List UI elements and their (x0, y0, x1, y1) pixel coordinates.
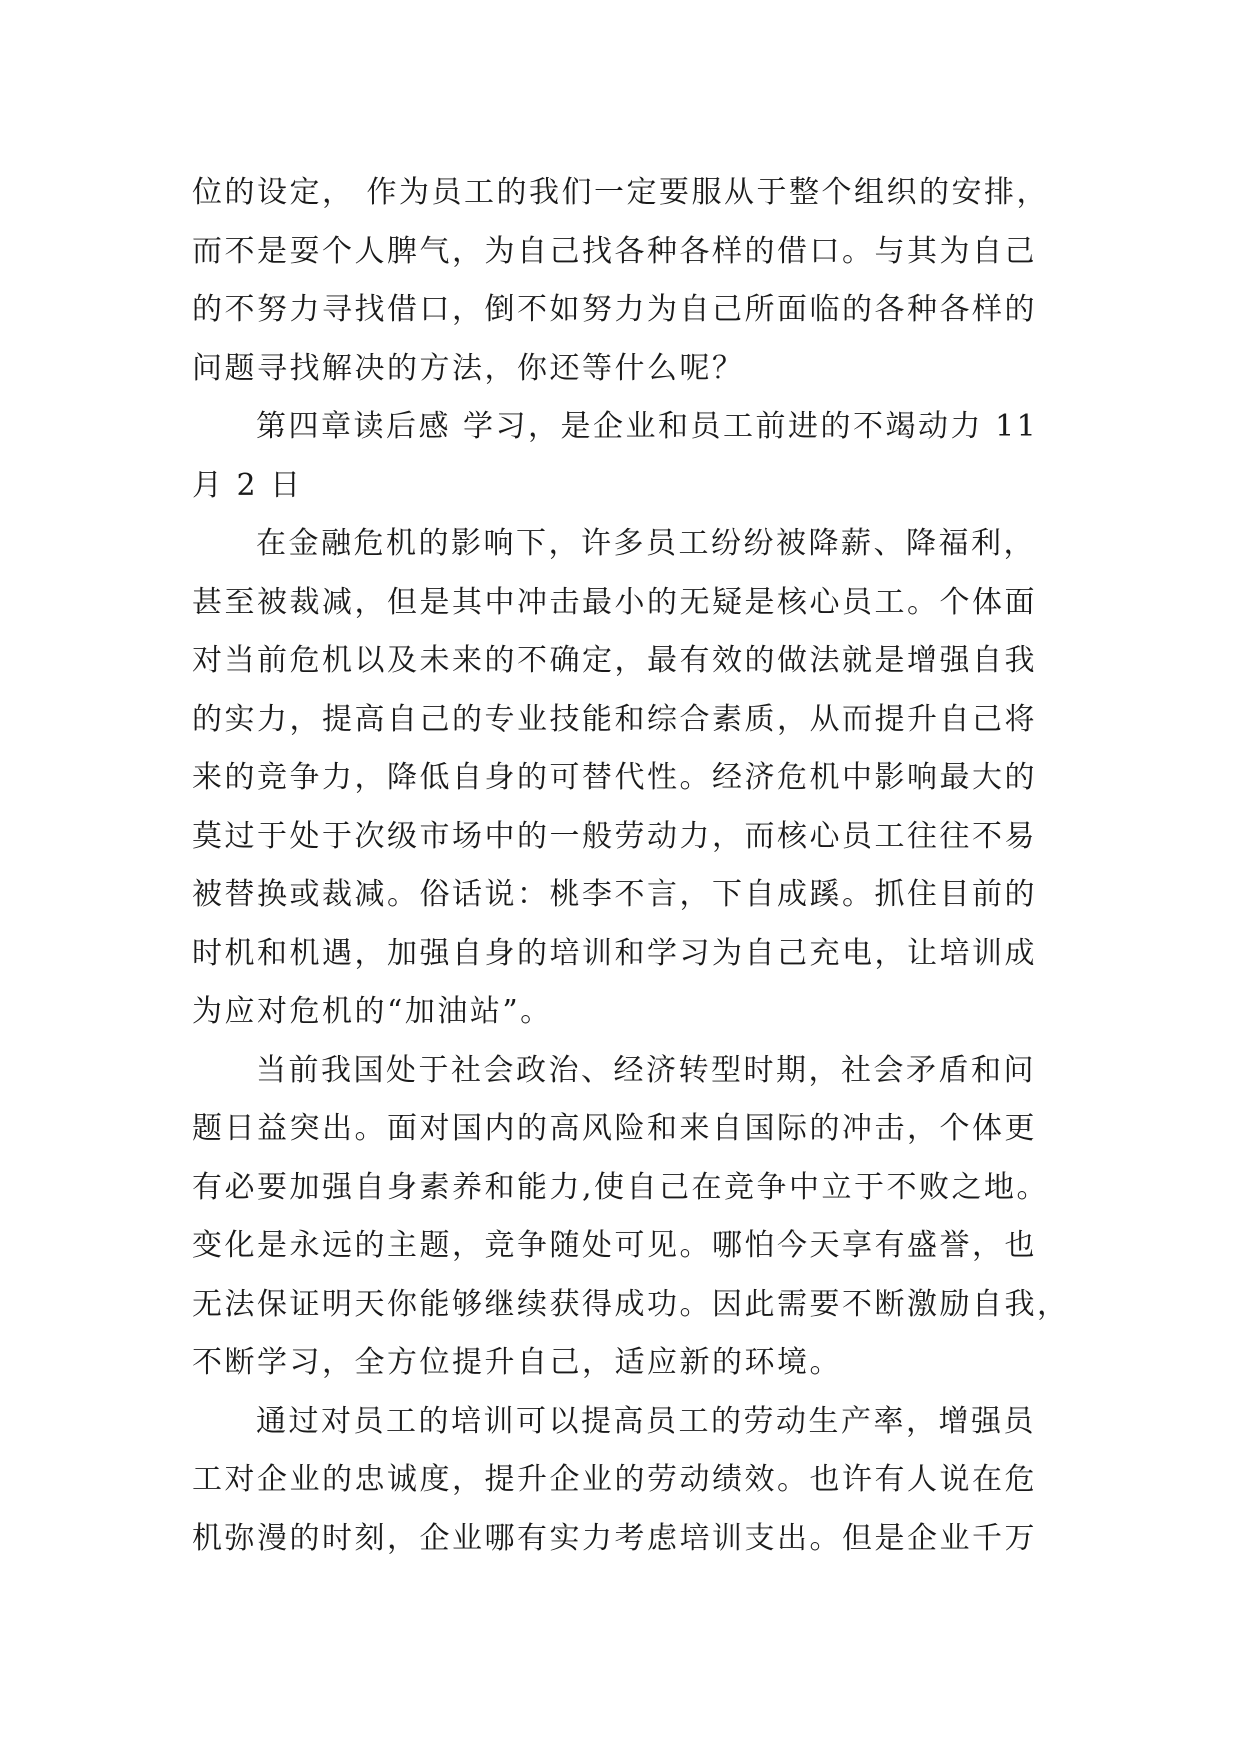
text-line: 机弥漫的时刻，企业哪有实力考虑培训支出。但是企业千万 (192, 1520, 1037, 1556)
text-line: 变化是永远的主题，竞争随处可见。哪怕今天享有盛誉，也 (192, 1228, 1037, 1263)
text-line: 位的设定， 作为员工的我们一定要服从于整个组织的安排， (192, 175, 1050, 210)
text-line: 不断学习，全方位提升自己，适应新的环境。 (192, 1345, 842, 1380)
text-line: 对当前危机以及未来的不确定，最有效的做法就是增强自我 (192, 643, 1037, 678)
text-line: 题日益突出。面对国内的高风险和来自国际的冲击，个体更 (192, 1111, 1037, 1146)
text-line: 为应对危机的“加油站”。 (192, 994, 553, 1029)
text-line: 工对企业的忠诚度，提升企业的劳动绩效。也许有人说在危 (192, 1462, 1037, 1497)
text-line: 而不是耍个人脾气，为自己找各种各样的借口。与其为自己 (192, 233, 1037, 269)
text-line: 时机和机遇，加强自身的培训和学习为自己充电，让培训成 (192, 935, 1037, 971)
text-line: 的实力，提高自己的专业技能和综合素质，从而提升自己将 (192, 701, 1037, 737)
text-line: 月 2 日 (192, 467, 303, 503)
text-line: 的不努力寻找借口，倒不如努力为自己所面临的各种各样的 (192, 292, 1037, 327)
text-line: 来的竞争力，降低自身的可替代性。经济危机中影响最大的 (192, 760, 1037, 795)
text-line: 通过对员工的培训可以提高员工的劳动生产率，增强员 (256, 1403, 1036, 1439)
text-line: 问题寻找解决的方法，你还等什么呢？ (192, 350, 745, 386)
text-line: 无法保证明天你能够继续获得成功。因此需要不断激励自我， (192, 1286, 1070, 1322)
text-line: 甚至被裁减，但是其中冲击最小的无疑是核心员工。个体面 (192, 584, 1037, 620)
text-line: 第四章读后感 学习，是企业和员工前进的不竭动力 11 (256, 409, 1039, 444)
text-line: 当前我国处于社会政治、经济转型时期，社会矛盾和问 (256, 1052, 1036, 1088)
text-line: 莫过于处于次级市场中的一般劳动力，而核心员工往往不易 (192, 818, 1037, 854)
text-line: 被替换或裁减。俗话说：桃李不言，下自成蹊。抓住目前的 (192, 877, 1037, 912)
text-line: 在金融危机的影响下，许多员工纷纷被降薪、降福利， (256, 526, 1036, 561)
document-body (192, 164, 1070, 1568)
text-line: 有必要加强自身素养和能力,使自己在竞争中立于不败之地。 (192, 1169, 1050, 1205)
